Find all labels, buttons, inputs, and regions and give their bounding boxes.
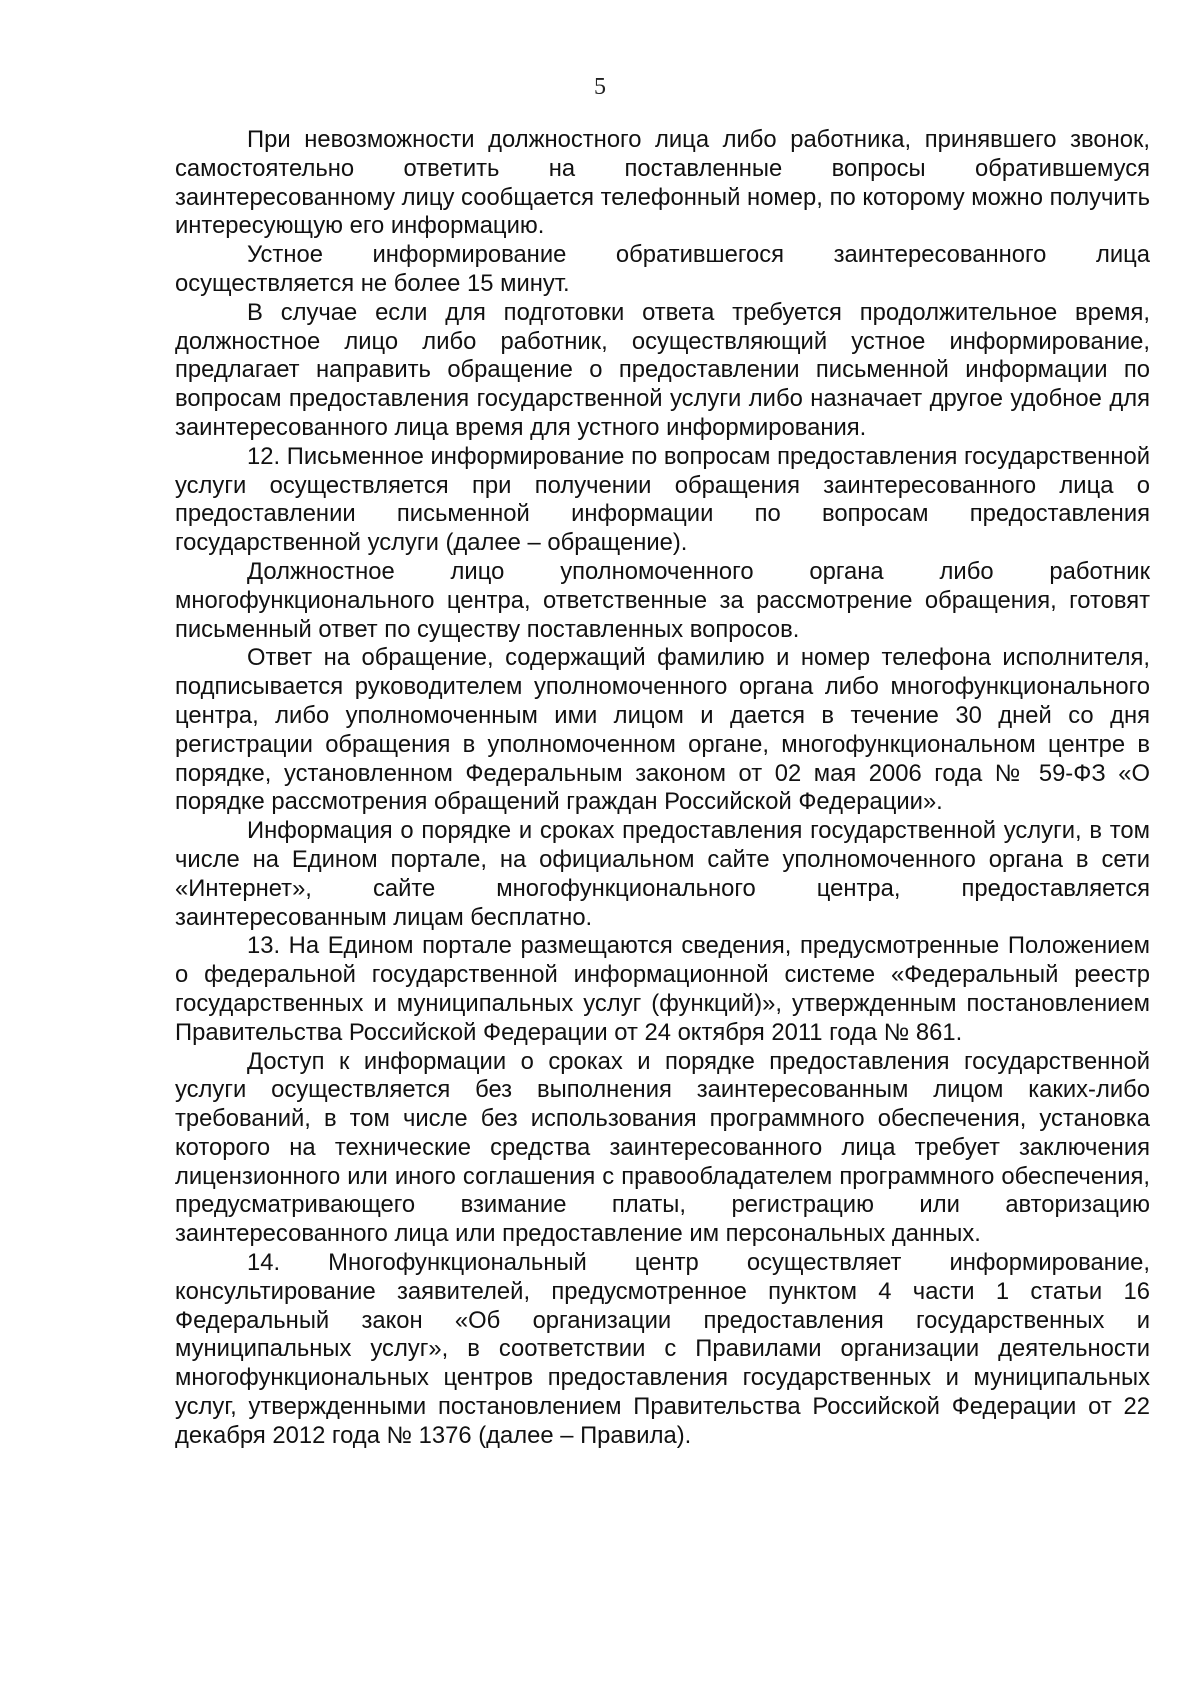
paragraph-answer-signing: Ответ на обращение, содержащий фамилию и номер телефона исполнителя, подписывается руководителем уполномоченного органа либо многофункционального центра, либо уполномоченным ими лицом и дается в течение 30 дней со дня регистрации обращения в уполномоченном органе, многофункциональном центре в порядке, установленном Федеральным законом от 02 мая 2006 года № 59-ФЗ «О порядке рассмотрения обращений граждан Российской Федерации». xyxy=(175,644,1150,816)
page-number: 5 xyxy=(594,74,606,100)
paragraph-free-information: Информация о порядке и сроках предоставления государственной услуги, в том числе на Едином портале, на официальном сайте уполномоченного органа в сети «Интернет», сайте многофункционального центра, предоставляется заинтересованным лицам бесплатно. xyxy=(175,817,1150,931)
paragraph-access-to-info: Доступ к информации о сроках и порядке предоставления государственной услуги осуществляется без выполнения заинтересованным лицом каких-либо требований, в том числе без использования программного обеспечения, установка которого на технические средства заинтересованного лица требует заключения лицензионного или иного соглашения с правообладателем программного обеспечения, предусматривающего взимание платы, регистрацию или авторизацию заинтересованного лица или предоставление им персональных данных. xyxy=(175,1047,1150,1248)
paragraph-phone-number-info: При невозможности должностного лица либо работника, принявшего звонок, самостоятельно ответить на поставленные вопросы обратившемуся заинтересованному лицу сообщается телефонный номер, по которому можно получить интересующую его информацию. xyxy=(175,126,1150,240)
paragraph-12-written-info: 12. Письменное информирование по вопросам предоставления государственной услуги осуществляется при получении обращения заинтересованного лица о предоставлении письменной информации по вопросам предоставления государственной услуги (далее – обращение). xyxy=(175,442,1150,557)
paragraph-14-mfc-info: 14. Многофункциональный центр осуществляет информирование, консультирование заявителей, предусмотренное пунктом 4 части 1 статьи 16 Федеральный закон «Об организации предоставления государственных и муниципальных услуг», в соответствии с Правилами организации деятельности многофункциональных центров предоставления государственных и муниципальных услуг, утвержденными постановлением Правительства Российской Федерации от 22 декабря 2012 года № 1376 (далее – Правила). xyxy=(175,1249,1150,1449)
paragraph-13-unified-portal: 13. На Едином портале размещаются сведения, предусмотренные Положением о федеральной государственной информационной системе «Федеральный реестр государственных и муниципальных услуг (функций)», утвержденным постановлением Правительства Российской Федерации от 24 октября 2011 года № 861. xyxy=(175,932,1150,1046)
document-body xyxy=(175,126,1150,1451)
paragraph-long-preparation: В случае если для подготовки ответа требуется продолжительное время, должностное лицо либо работник, осуществляющий устное информирование, предлагает направить обращение о предоставлении письменной информации по вопросам предоставления государственной услуги либо назначает другое удобное для заинтересованного лица время для устного информирования. xyxy=(175,298,1150,441)
paragraph-oral-info-duration: Устное информирование обратившегося заинтересованного лица осуществляется не более 15 минут. xyxy=(175,241,1150,297)
paragraph-written-answer: Должностное лицо уполномоченного органа либо работник многофункционального центра, ответственные за рассмотрение обращения, готовят письменный ответ по существу поставленных вопросов. xyxy=(175,557,1150,643)
